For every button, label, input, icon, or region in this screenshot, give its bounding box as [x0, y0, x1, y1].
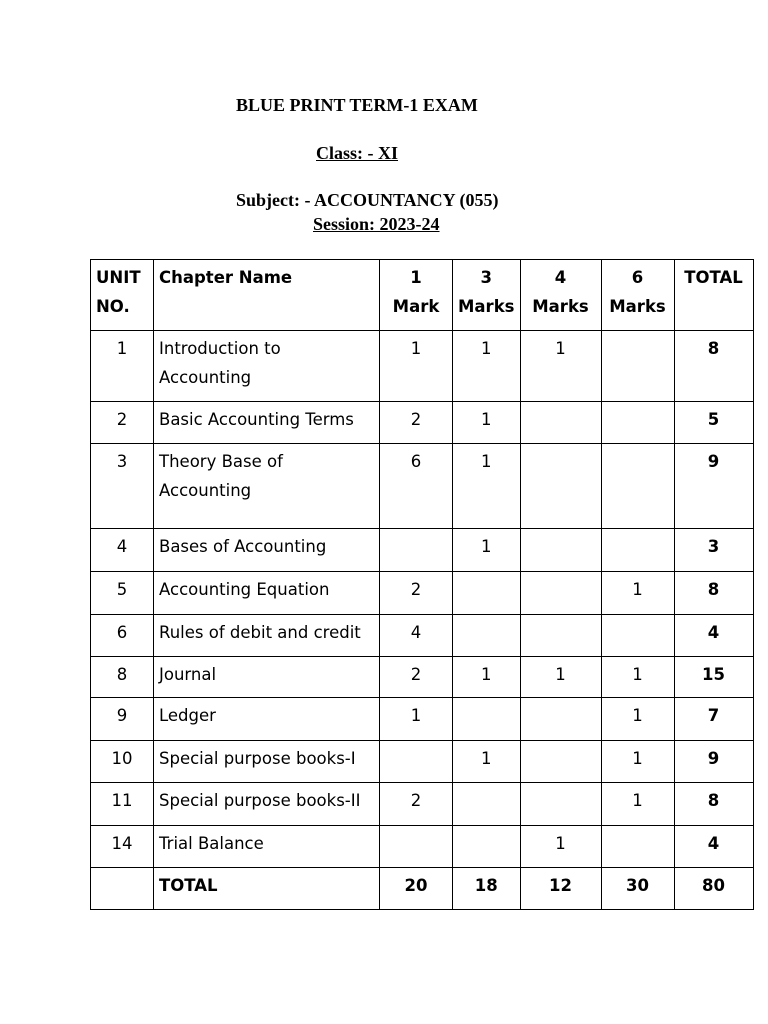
three-marks-count [453, 698, 521, 741]
three-marks-count: 1 [453, 444, 521, 529]
three-marks-count [453, 615, 521, 657]
unit-number: 9 [91, 698, 154, 741]
table-row [91, 444, 754, 529]
chapter-name: Special purpose books-I [154, 741, 380, 783]
header-chapter-name: Chapter Name [154, 260, 380, 331]
header-6-marks: 6 Marks [601, 260, 674, 331]
one-mark-count: 2 [380, 402, 453, 444]
four-marks-count [520, 615, 601, 657]
unit-number: 14 [91, 826, 154, 868]
four-marks-count [520, 444, 601, 529]
table-row [91, 657, 754, 698]
four-marks-count [520, 783, 601, 826]
chapter-name: Ledger [154, 698, 380, 741]
six-marks-count [601, 331, 674, 402]
row-total: 8 [674, 572, 753, 615]
unit-number: 5 [91, 572, 154, 615]
three-marks-count: 1 [453, 331, 521, 402]
one-mark-count: 4 [380, 615, 453, 657]
total-unit-empty [91, 868, 154, 910]
unit-number: 11 [91, 783, 154, 826]
four-marks-count [520, 698, 601, 741]
four-marks-count [520, 529, 601, 572]
table-row [91, 826, 754, 868]
one-mark-count: 2 [380, 657, 453, 698]
chapter-name: Basic Accounting Terms [154, 402, 380, 444]
row-total: 9 [674, 741, 753, 783]
total-label: TOTAL [154, 868, 380, 910]
four-marks-count: 1 [520, 657, 601, 698]
chapter-name: Journal [154, 657, 380, 698]
unit-number: 3 [91, 444, 154, 529]
table-row [91, 572, 754, 615]
class-line: Class: - XI [316, 143, 399, 163]
four-marks-count [520, 741, 601, 783]
three-marks-count: 1 [453, 741, 521, 783]
row-total: 4 [674, 615, 753, 657]
row-total: 5 [674, 402, 753, 444]
table-row [91, 741, 754, 783]
total-one-mark: 20 [380, 868, 453, 910]
three-marks-count [453, 783, 521, 826]
table-total-row [91, 868, 754, 910]
six-marks-count: 1 [601, 657, 674, 698]
session-line: Session: 2023-24 [313, 214, 440, 234]
three-marks-count: 1 [453, 529, 521, 572]
unit-number: 6 [91, 615, 154, 657]
table-row [91, 615, 754, 657]
table-row [91, 529, 754, 572]
three-marks-count: 1 [453, 402, 521, 444]
row-total: 8 [674, 331, 753, 402]
document-title: BLUE PRINT TERM-1 EXAM [236, 95, 478, 115]
row-total: 15 [674, 657, 753, 698]
header-3-marks: 3 Marks [453, 260, 521, 331]
six-marks-count: 1 [601, 783, 674, 826]
three-marks-count: 1 [453, 657, 521, 698]
grand-total: 80 [674, 868, 753, 910]
subject-line: Subject: - ACCOUNTANCY (055) [236, 190, 499, 210]
header-unit-no: UNIT NO. [91, 260, 154, 331]
table-row [91, 698, 754, 741]
chapter-name: Special purpose books-II [154, 783, 380, 826]
four-marks-count: 1 [520, 826, 601, 868]
unit-number: 8 [91, 657, 154, 698]
table-header-row [91, 260, 754, 331]
chapter-name: Theory Base of Accounting [154, 444, 380, 529]
six-marks-count [601, 826, 674, 868]
one-mark-count: 2 [380, 572, 453, 615]
one-mark-count: 1 [380, 698, 453, 741]
one-mark-count [380, 529, 453, 572]
blueprint-table [90, 259, 754, 910]
six-marks-count: 1 [601, 572, 674, 615]
three-marks-count [453, 572, 521, 615]
header-4-marks: 4 Marks [520, 260, 601, 331]
four-marks-count: 1 [520, 331, 601, 402]
total-six-marks: 30 [601, 868, 674, 910]
chapter-name: Rules of debit and credit [154, 615, 380, 657]
row-total: 3 [674, 529, 753, 572]
unit-number: 10 [91, 741, 154, 783]
table-row [91, 783, 754, 826]
row-total: 9 [674, 444, 753, 529]
six-marks-count [601, 402, 674, 444]
one-mark-count: 1 [380, 331, 453, 402]
four-marks-count [520, 402, 601, 444]
six-marks-count [601, 444, 674, 529]
row-total: 7 [674, 698, 753, 741]
six-marks-count: 1 [601, 698, 674, 741]
unit-number: 1 [91, 331, 154, 402]
six-marks-count [601, 615, 674, 657]
header-total: TOTAL [674, 260, 753, 331]
six-marks-count: 1 [601, 741, 674, 783]
total-three-marks: 18 [453, 868, 521, 910]
row-total: 8 [674, 783, 753, 826]
chapter-name: Bases of Accounting [154, 529, 380, 572]
chapter-name: Introduction to Accounting [154, 331, 380, 402]
one-mark-count [380, 741, 453, 783]
unit-number: 4 [91, 529, 154, 572]
row-total: 4 [674, 826, 753, 868]
table-row [91, 402, 754, 444]
three-marks-count [453, 826, 521, 868]
unit-number: 2 [91, 402, 154, 444]
one-mark-count: 6 [380, 444, 453, 529]
total-four-marks: 12 [520, 868, 601, 910]
header-1-mark: 1 Mark [380, 260, 453, 331]
chapter-name: Accounting Equation [154, 572, 380, 615]
one-mark-count [380, 826, 453, 868]
chapter-name: Trial Balance [154, 826, 380, 868]
one-mark-count: 2 [380, 783, 453, 826]
six-marks-count [601, 529, 674, 572]
table-row [91, 331, 754, 402]
four-marks-count [520, 572, 601, 615]
